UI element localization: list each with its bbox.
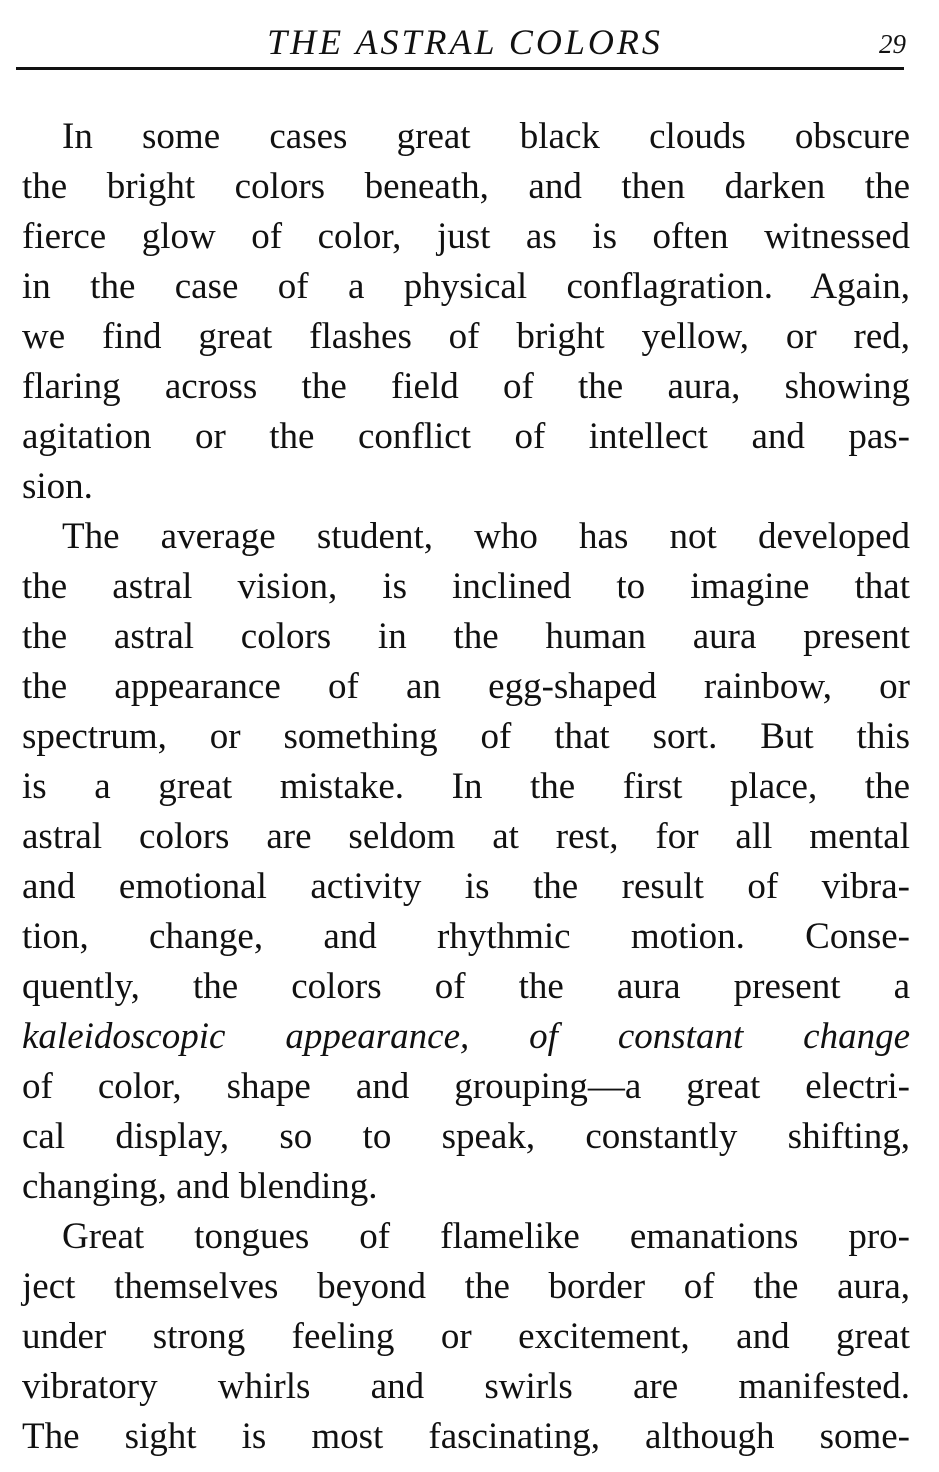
- text-line: The sight is most fascinating, although some-: [22, 1416, 910, 1457]
- text-line: the bright colors beneath, and then darken the: [22, 166, 910, 207]
- text-line: Great tongues of flamelike emanations pro-: [62, 1216, 910, 1257]
- text-line: the astral colors in the human aura present: [22, 616, 910, 657]
- text-line: of color, shape and grouping—a great electri-: [22, 1066, 910, 1107]
- text-line: agitation or the conflict of intellect and pas-: [22, 416, 910, 457]
- text-line: quently, the colors of the aura present a: [22, 966, 910, 1007]
- text-line: fierce glow of color, just as is often witnessed: [22, 216, 910, 257]
- text-line: sion.: [22, 466, 93, 507]
- text-line: flaring across the field of the aura, showing: [22, 366, 910, 407]
- text-line: in the case of a physical conflagration. Again,: [22, 266, 910, 307]
- text-line: the appearance of an egg-shaped rainbow, or: [22, 666, 910, 707]
- running-title: THE ASTRAL COLORS: [267, 22, 663, 62]
- text-line: astral colors are seldom at rest, for all mental: [22, 816, 910, 857]
- text-line: In some cases great black clouds obscure: [62, 116, 910, 157]
- text-line: under strong feeling or excitement, and great: [22, 1316, 910, 1357]
- body-text: [22, 112, 910, 1462]
- text-line: The average student, who has not developed: [62, 516, 910, 557]
- text-line: is a great mistake. In the first place, the: [22, 766, 910, 807]
- text-line: tion, change, and rhythmic motion. Conse-: [22, 916, 910, 957]
- text-line: we find great flashes of bright yellow, or red,: [22, 316, 910, 357]
- text-line: and emotional activity is the result of vibra-: [22, 866, 910, 907]
- text-line: vibratory whirls and swirls are manifested.: [22, 1366, 910, 1407]
- header-rule: [16, 67, 904, 70]
- text-line: cal display, so to speak, constantly shifting,: [22, 1116, 910, 1157]
- page-number: 29: [879, 29, 906, 59]
- text-line: spectrum, or something of that sort. But this: [22, 716, 910, 757]
- running-head: [20, 14, 910, 66]
- text-line: ject themselves beyond the border of the aura,: [22, 1266, 910, 1307]
- italic-text: kaleidoscopic appearance, of constant change: [22, 1016, 910, 1057]
- text-line: the astral vision, is inclined to imagine that: [22, 566, 910, 607]
- text-line: changing, and blending.: [22, 1166, 378, 1207]
- text-line: [22, 1012, 910, 1062]
